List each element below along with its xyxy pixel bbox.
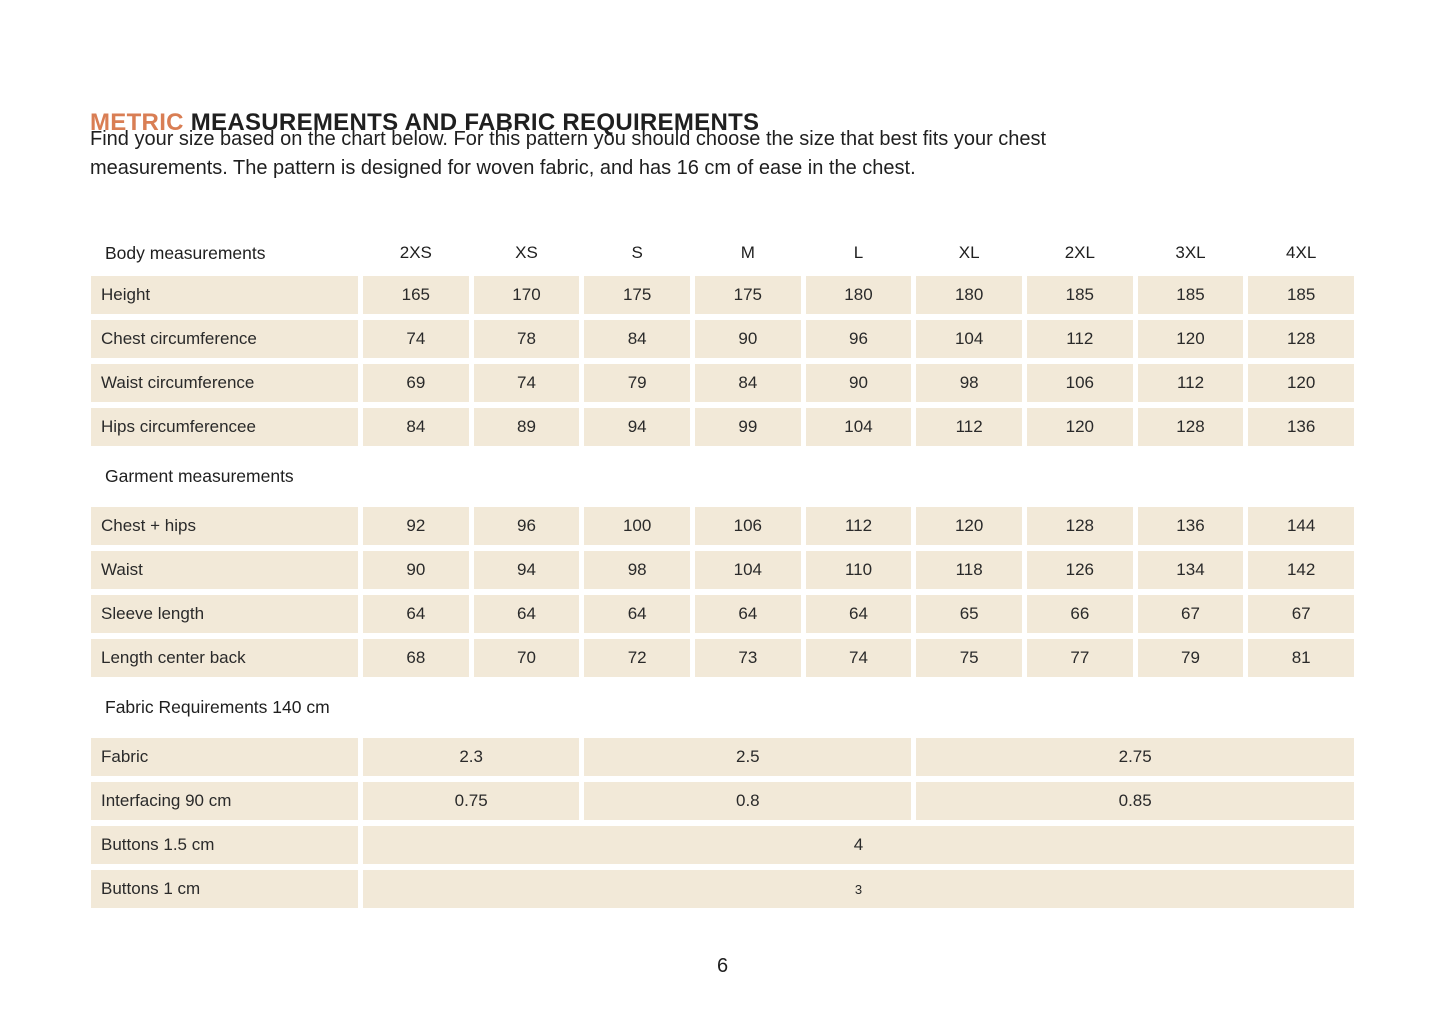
table-row-waist-garment <box>91 551 1354 589</box>
value-cell: 100 <box>584 507 690 545</box>
value-cell: 136 <box>1138 507 1244 545</box>
value-cell-merged: 0.8 <box>584 782 911 820</box>
table-row-fabric <box>91 738 1354 776</box>
value-cell: 64 <box>584 595 690 633</box>
row-label: Waist <box>91 551 358 589</box>
value-cell: 185 <box>1027 276 1133 314</box>
value-cell: 90 <box>806 364 912 402</box>
row-label: Waist circumference <box>91 364 358 402</box>
value-cell: 64 <box>363 595 469 633</box>
value-cell: 96 <box>474 507 580 545</box>
value-cell: 118 <box>916 551 1022 589</box>
value-cell: 67 <box>1138 595 1244 633</box>
value-cell: 144 <box>1248 507 1354 545</box>
value-cell: 99 <box>695 408 801 446</box>
value-cell: 94 <box>584 408 690 446</box>
size-column-header-xl: XL <box>958 243 980 262</box>
value-cell: 112 <box>1027 320 1133 358</box>
value-cell-merged: 2.5 <box>584 738 911 776</box>
value-cell: 175 <box>695 276 801 314</box>
value-cell: 185 <box>1138 276 1244 314</box>
table-row-hips-circumference <box>91 408 1354 446</box>
size-column-header-2xs: 2XS <box>399 243 432 262</box>
value-cell: 128 <box>1027 507 1133 545</box>
section-heading-garment: Garment measurements <box>91 452 1354 501</box>
value-cell: 84 <box>695 364 801 402</box>
size-column-header-s: S <box>631 243 643 262</box>
value-cell: 128 <box>1248 320 1354 358</box>
value-cell: 84 <box>363 408 469 446</box>
value-cell: 74 <box>363 320 469 358</box>
page-title-highlight: METRIC <box>90 109 184 137</box>
value-cell: 136 <box>1248 408 1354 446</box>
table-header-row <box>91 238 1354 268</box>
value-cell: 92 <box>363 507 469 545</box>
row-label: Interfacing 90 cm <box>91 782 358 820</box>
size-chart-table <box>91 238 1354 914</box>
value-cell: 78 <box>474 320 580 358</box>
row-label: Height <box>91 276 358 314</box>
value-cell: 77 <box>1027 639 1133 677</box>
value-cell: 89 <box>474 408 580 446</box>
value-cell: 175 <box>584 276 690 314</box>
size-column-header-4xl: 4XL <box>1286 243 1317 262</box>
value-cell: 142 <box>1248 551 1354 589</box>
value-cell: 64 <box>474 595 580 633</box>
value-cell: 104 <box>916 320 1022 358</box>
table-row-interfacing <box>91 782 1354 820</box>
value-cell-merged: 0.85 <box>916 782 1354 820</box>
row-label: Fabric <box>91 738 358 776</box>
intro-line-1: Find your size based on the chart below. For this pattern you should choose the size that best fits your chest <box>90 128 1047 150</box>
value-cell: 112 <box>1138 364 1244 402</box>
value-cell: 104 <box>695 551 801 589</box>
page-title-rest: MEASUREMENTS AND FABRIC REQUIREMENTS <box>190 109 760 137</box>
page-number: 6 <box>716 955 729 977</box>
row-label: Length center back <box>91 639 358 677</box>
row-label: Hips circumferencee <box>91 408 358 446</box>
value-cell: 74 <box>806 639 912 677</box>
value-cell: 75 <box>916 639 1022 677</box>
header-body-measurements: Body measurements <box>105 242 266 263</box>
value-cell: 112 <box>916 408 1022 446</box>
value-cell: 70 <box>474 639 580 677</box>
value-cell: 90 <box>695 320 801 358</box>
table-row-waist-circumference <box>91 364 1354 402</box>
size-column-header-3xl: 3XL <box>1175 243 1206 262</box>
value-cell: 90 <box>363 551 469 589</box>
table-row-buttons-15 <box>91 826 1354 864</box>
value-cell: 64 <box>695 595 801 633</box>
value-cell: 180 <box>806 276 912 314</box>
value-cell: 110 <box>806 551 912 589</box>
row-label: Chest + hips <box>91 507 358 545</box>
value-cell: 67 <box>1248 595 1354 633</box>
table-row-buttons-1 <box>91 870 1354 908</box>
value-cell-merged: 2.75 <box>916 738 1354 776</box>
value-cell: 68 <box>363 639 469 677</box>
table-row-chest-circumference <box>91 320 1354 358</box>
value-cell-merged: 0.75 <box>363 782 579 820</box>
value-cell: 79 <box>1138 639 1244 677</box>
value-cell: 106 <box>1027 364 1133 402</box>
intro-line-2: measurements. The pattern is designed for woven fabric, and has 16 cm of ease in the chest. <box>90 157 916 179</box>
value-cell: 81 <box>1248 639 1354 677</box>
value-cell-merged: 4 <box>363 826 1354 864</box>
value-cell: 98 <box>584 551 690 589</box>
value-cell: 120 <box>916 507 1022 545</box>
value-cell: 126 <box>1027 551 1133 589</box>
value-cell: 128 <box>1138 408 1244 446</box>
intro-paragraph <box>90 125 1046 183</box>
value-cell: 69 <box>363 364 469 402</box>
value-cell: 98 <box>916 364 1022 402</box>
value-cell: 165 <box>363 276 469 314</box>
value-cell: 72 <box>584 639 690 677</box>
value-cell-merged: 2.3 <box>363 738 579 776</box>
value-cell: 64 <box>806 595 912 633</box>
value-cell: 73 <box>695 639 801 677</box>
row-label: Buttons 1 cm <box>91 870 358 908</box>
row-label: Chest circumference <box>91 320 358 358</box>
value-cell: 65 <box>916 595 1022 633</box>
size-column-header-2xl: 2XL <box>1064 243 1095 262</box>
row-label: Buttons 1.5 cm <box>91 826 358 864</box>
row-label: Sleeve length <box>91 595 358 633</box>
value-cell: 120 <box>1027 408 1133 446</box>
value-cell: 112 <box>806 507 912 545</box>
section-heading-fabric: Fabric Requirements 140 cm <box>91 683 1354 732</box>
table-row-length-center-back <box>91 639 1354 677</box>
value-cell: 84 <box>584 320 690 358</box>
value-cell: 79 <box>584 364 690 402</box>
value-cell: 66 <box>1027 595 1133 633</box>
value-cell: 104 <box>806 408 912 446</box>
value-cell: 96 <box>806 320 912 358</box>
value-cell: 134 <box>1138 551 1244 589</box>
value-cell: 170 <box>474 276 580 314</box>
value-cell: 74 <box>474 364 580 402</box>
value-cell: 185 <box>1248 276 1354 314</box>
table-row-sleeve-length <box>91 595 1354 633</box>
value-cell-merged: 3 <box>363 870 1354 908</box>
size-column-header-l: L <box>853 243 864 262</box>
value-cell: 106 <box>695 507 801 545</box>
value-cell: 120 <box>1248 364 1354 402</box>
value-cell: 120 <box>1138 320 1244 358</box>
size-column-header-m: M <box>740 243 755 262</box>
table-row-height <box>91 276 1354 314</box>
table-row-chest-hips <box>91 507 1354 545</box>
value-cell: 94 <box>474 551 580 589</box>
value-cell: 180 <box>916 276 1022 314</box>
size-column-header-xs: XS <box>515 243 538 262</box>
